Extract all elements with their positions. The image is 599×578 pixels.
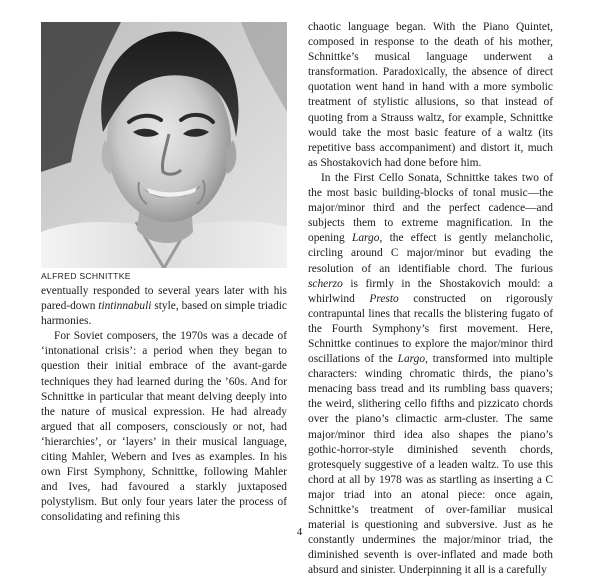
text-run: , the effect is gently melancholic, circling around C major/minor but evading the resolution of an identifiable chord. The furious xyxy=(308,232,553,275)
text-run: is firmly in the Shostakovich mould: a whirlwind xyxy=(308,277,553,305)
paragraph xyxy=(41,284,287,329)
text-run: , transformed into multiple characters: winding chromatic thirds, the piano’s menacing bass tread and its rumbling bass quavers; the weird, slithering cello fifths and pizzicato chords over the piano’s climactic arm-cluster. The same major/minor third idea also shapes the piano’s gothic-horror-style diminished seventh chords, grotesquely suggestive of a leaden waltz. To use this chord at all by 1978 was as startling as inserting a C major triad into an atonal piece: once again, Schnittke’s treatment of over-familiar musical material is questioning and subversive. Just as he constantly undermines the major/minor triad, the diminished seventh is over-inflated and made both absurd and sinister. Underpinning it all is a carefully xyxy=(308,353,553,577)
italic-term: Presto xyxy=(369,292,399,305)
italic-term: scherzo xyxy=(308,277,343,290)
text-run: For Soviet composers, the 1970s was a decade of ‘intonational crisis’: a period when they began to question their initial embrace of the avant-garde techniques they had learned during the ’60s. And for Schnittke in particular that meant delving deeply into the nature of musical expression. He had already argued that all composers, consciously or not, had ‘hierarchies’, or ‘layers’ in their musical language, citing Mahler, Webern and Ives as examples. In his own First Symphony, Schnittke, following Mahler and Ives, had favoured a starkly juxtaposed polystylism. But only four years later the process of consolidating and refining this xyxy=(41,330,287,524)
text-run: eventually responded to several years later with his pared-down xyxy=(41,285,287,313)
page-number: 4 xyxy=(296,526,303,538)
text-column-left xyxy=(41,284,287,526)
paragraph xyxy=(41,329,287,525)
paragraph xyxy=(308,171,553,578)
photo-caption: ALFRED SCHNITTKE xyxy=(41,271,131,281)
text-run: constructed on rigorously contrapuntal lines that recalls the blistering fugato of the Fourth Symphony’s first movement. Here, Schnittke continues to explore the major/minor third oscillations of the xyxy=(308,292,553,366)
text-column-right xyxy=(308,20,553,578)
paragraph xyxy=(308,20,553,171)
text-run: chaotic language began. With the Piano Quintet, composed in response to the death of his mother, Schnittke’s musical language underwent a transformation. Paradoxically, the absence of direct quotation went hand in hand with a more symbolic treatment of stylistic allusions, so that instead of quoting from a Strauss waltz, for example, Schnittke would take the most basic feature of a waltz (its repetitive bass accompaniment) and distort it, much as Shostakovich had done before him. xyxy=(308,21,553,169)
text-run: In the First Cello Sonata, Schnittke takes two of the most basic building-blocks of tonal music—the major/minor third and the perfect cadence—and subjects them to extreme magnification. In the opening xyxy=(308,171,553,245)
italic-term: Largo xyxy=(397,353,426,366)
italic-term: tintinnabuli xyxy=(98,300,152,313)
portrait-photo xyxy=(41,22,287,268)
text-run: style, based on simple triadic harmonies. xyxy=(41,300,287,328)
italic-term: Largo xyxy=(352,232,380,245)
